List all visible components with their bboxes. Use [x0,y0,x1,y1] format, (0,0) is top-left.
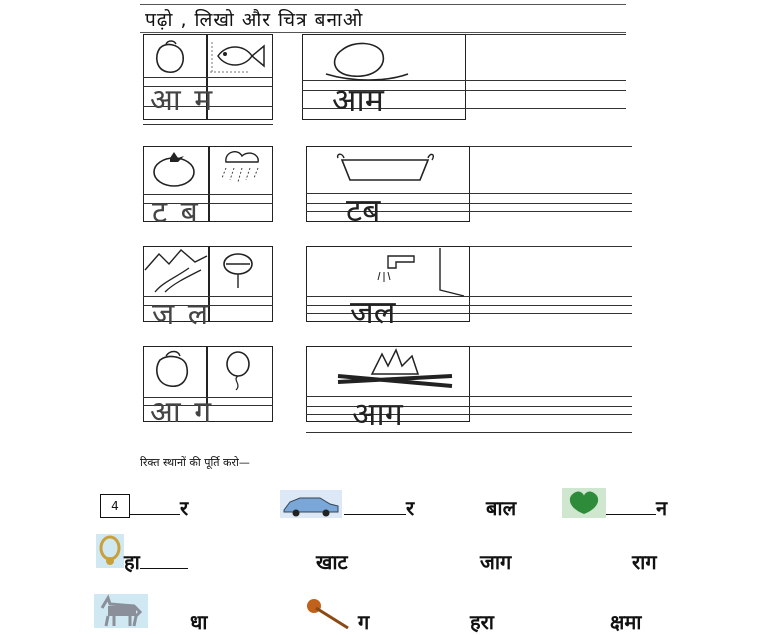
trace-letters: ट ब [152,195,200,230]
fill-item: ग [358,610,370,634]
top-rule [140,4,626,5]
guide-line [466,34,626,35]
fill-item: न [606,494,667,521]
fill-item: र [130,494,188,521]
balloon-icon [218,350,258,390]
fill-item: राग [632,550,657,574]
fill-item: जाग [480,550,512,574]
mango-icon [322,38,412,82]
fill-item: हा [124,548,188,575]
tomato-icon [150,150,200,190]
trace-letters: आ ग [150,395,214,430]
guide-line [470,146,632,147]
fill-blanks-heading: रिक्त स्थानों की पूर्ति करो— [140,456,250,469]
question-number: 4 [100,494,130,518]
fill-item: खाट [316,550,348,574]
tap-icon [374,246,468,296]
fire-icon [332,348,458,390]
stick-icon [302,598,350,630]
tub-icon [336,152,436,186]
word-label: आग [352,395,403,433]
donkey-icon [94,594,148,628]
spinning-top-icon [218,252,258,292]
fish-icon [210,38,270,74]
fill-item: र [344,494,414,521]
trace-letters: आ म [150,83,215,118]
fill-item: क्षमा [610,610,642,634]
trace-letters: ज ल [152,297,211,332]
river-icon [145,248,207,292]
necklace-icon [96,534,124,568]
word-label: जल [350,293,396,331]
fill-item: बाल [486,496,517,520]
picture-divider [208,146,210,222]
fill-item: धा [190,610,208,634]
guide-line [143,124,273,125]
word-label: आम [332,81,384,119]
guide-line [470,246,632,247]
guide-line [470,346,632,347]
leaf-icon [562,488,606,518]
rain-icon [212,148,272,190]
mango-icon [150,348,194,392]
word-label: टब [346,191,381,229]
page-title: पढ़ो , लिखो और चित्र बनाओ [145,9,364,31]
title-rule [140,32,626,33]
mango-icon [150,38,190,76]
car-icon [280,490,342,518]
fill-item: हरा [470,610,494,634]
